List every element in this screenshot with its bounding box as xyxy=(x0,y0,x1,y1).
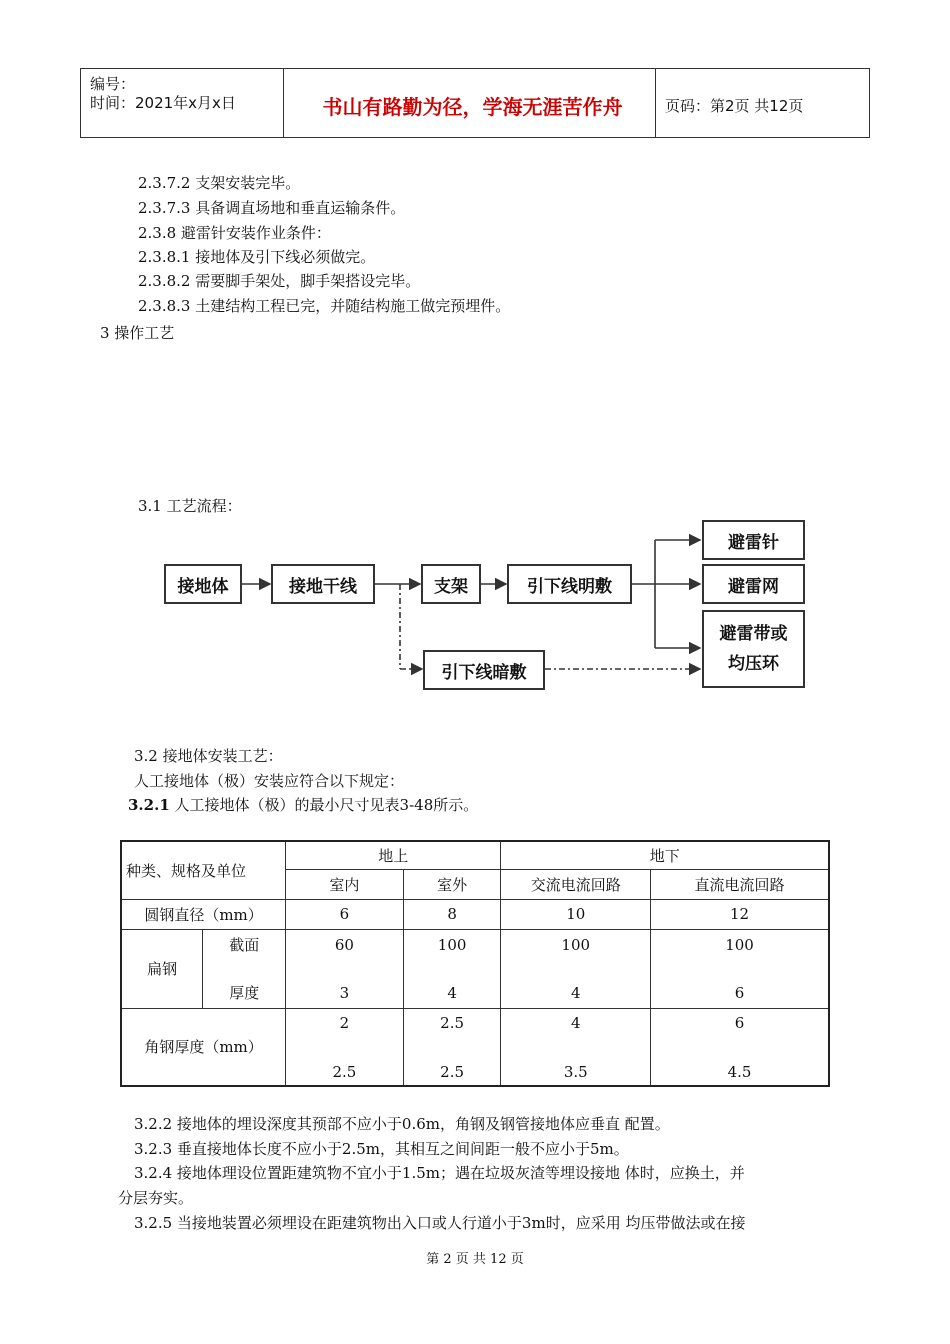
dimension-table xyxy=(120,840,830,1087)
table-cell-pair xyxy=(286,929,404,1008)
table-cell: 2 xyxy=(339,1013,350,1032)
table-col-head: 种类、规格及单位 xyxy=(121,841,286,899)
table-head-ac: 交流电流回路 xyxy=(501,869,651,899)
table-cell: 100 xyxy=(437,935,467,954)
table-cell-pair xyxy=(286,1008,404,1086)
clause-321-text: 人工接地体（极）的最小尺寸见表3-48所示。 xyxy=(169,796,479,814)
table-cell: 4 xyxy=(570,1013,581,1032)
table-cell: 2.5 xyxy=(440,1062,465,1081)
clause-line: 2.3.8.1 接地体及引下线必须做完。 xyxy=(138,248,376,266)
header-page-number: 页码：第2页 共12页 xyxy=(665,97,804,115)
table-cell: 12 xyxy=(651,899,829,929)
table-cell: 60 xyxy=(334,935,354,954)
header-motto: 书山有路勤为径，学海无涯苦作舟 xyxy=(322,95,623,119)
flow-box-wang: 避雷网 xyxy=(702,564,805,604)
flow-box-dai-line2: 均压环 xyxy=(728,654,779,674)
table-cell: 8 xyxy=(403,899,501,929)
clause-321-num: 3.2.1 xyxy=(128,796,170,814)
table-cell-pair xyxy=(501,929,651,1008)
table-cell-pair xyxy=(501,1008,651,1086)
flat-sublabels xyxy=(203,929,286,1008)
table-cell-pair xyxy=(403,1008,501,1086)
table-cell: 4.5 xyxy=(727,1062,752,1081)
flow-box-jiedi: 接地体 xyxy=(164,564,242,604)
clause-line: 3.2.5 当接地装置必须埋设在距建筑物出入口或人行道小于3m时，应采用 均压带做法或在接 xyxy=(134,1214,746,1232)
clause-line: 3.2.3 垂直接地体长度不应小于2.5m，其相互之间间距一般不应小于5m。 xyxy=(134,1140,629,1158)
table-cell: 6 xyxy=(734,983,745,1002)
table-cell-pair xyxy=(651,1008,829,1086)
table-head-below: 地下 xyxy=(501,841,829,869)
clause-line: 2.3.7.2 支架安装完毕。 xyxy=(138,174,301,192)
flow-box-dai xyxy=(702,610,805,688)
row-label-section: 截面 xyxy=(229,935,260,954)
flow-box-zhijia: 支架 xyxy=(421,564,481,604)
clause-line: 2.3.8.2 需要脚手架处，脚手架搭设完毕。 xyxy=(138,272,421,290)
flow-box-ganxian: 接地干线 xyxy=(271,564,375,604)
clause-line: 3.2.4 接地体理设位置距建筑物不宜小于1.5m；遇在垃圾灰渣等埋设接地 体时，应换土，并 xyxy=(134,1164,745,1182)
table-cell: 3.5 xyxy=(563,1062,588,1081)
table-cell: 100 xyxy=(561,935,591,954)
flow-box-dai-line1: 避雷带或 xyxy=(719,624,788,644)
doc-time: 时间：2021年x月x日 xyxy=(90,94,236,112)
clause-321 xyxy=(128,794,478,815)
clause-line: 分层夯实。 xyxy=(118,1189,194,1207)
table-head-dc: 直流电流回路 xyxy=(651,869,829,899)
table-cell: 6 xyxy=(734,1013,745,1032)
section-heading: 3.2 接地体安装工艺： xyxy=(134,747,283,765)
intro-text: 人工接地体（极）安装应符合以下规定： xyxy=(134,772,405,790)
table-head-indoor: 室内 xyxy=(286,869,404,899)
table-cell: 3 xyxy=(339,983,350,1002)
row-label-thick: 厚度 xyxy=(229,983,260,1002)
clause-line: 2.3.8 避雷针安装作业条件： xyxy=(138,224,331,242)
flow-box-mingfu: 引下线明敷 xyxy=(507,564,632,604)
row-label-flat: 扁钢 xyxy=(121,929,203,1008)
section-heading: 3 操作工艺 xyxy=(100,324,175,342)
table-cell-pair xyxy=(403,929,501,1008)
table-cell: 4 xyxy=(447,983,457,1002)
clause-line: 2.3.7.3 具备调直场地和垂直运输条件。 xyxy=(138,199,406,217)
table-cell-pair xyxy=(651,929,829,1008)
section-heading: 3.1 工艺流程： xyxy=(138,497,242,515)
clause-line: 2.3.8.3 土建结构工程已完，并随结构施工做完预埋件。 xyxy=(138,297,511,315)
table-cell: 2.5 xyxy=(440,1013,465,1032)
table-cell: 6 xyxy=(286,899,404,929)
page-footer: 第 2 页 共 12 页 xyxy=(426,1252,524,1267)
table-cell: 2.5 xyxy=(332,1062,357,1081)
row-label-angle: 角钢厚度（mm） xyxy=(121,1008,286,1086)
row-label-round: 圆钢直径（mm） xyxy=(121,899,286,929)
clause-line: 3.2.2 接地体的埋设深度其预部不应小于0.6m，角钢及钢管接地体应垂直 配置。 xyxy=(134,1115,670,1133)
table-cell: 10 xyxy=(501,899,651,929)
table-cell: 4 xyxy=(570,983,581,1002)
flow-box-anfu: 引下线暗敷 xyxy=(423,650,545,690)
table-head-above: 地上 xyxy=(286,841,501,869)
flow-box-zhen: 避雷针 xyxy=(702,520,805,560)
table-head-outdoor: 室外 xyxy=(403,869,501,899)
doc-number: 编号： xyxy=(90,75,136,93)
table-cell: 100 xyxy=(725,935,754,954)
